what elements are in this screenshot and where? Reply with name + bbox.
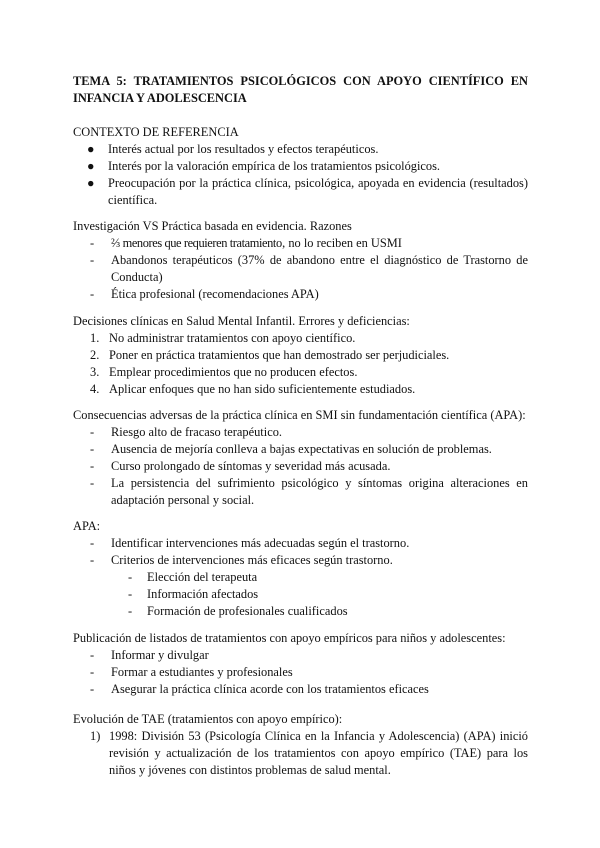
dash-marker: - <box>90 287 95 301</box>
dash-marker: - <box>90 459 95 473</box>
document-title: TEMA 5: TRATAMIENTOS PSICOLÓGICOS CON APOYO CIENTÍFICO EN INFANCIA Y ADOLESCENCIA <box>73 74 528 105</box>
dash-marker: - <box>128 570 133 584</box>
list-item <box>73 235 528 252</box>
dash-marker: - <box>90 665 95 679</box>
dash-marker: - <box>128 604 133 618</box>
dash-marker: - <box>90 536 95 550</box>
list-item <box>73 664 528 681</box>
list-item <box>73 364 528 381</box>
list-item-text-emphasis: ⅔ menores que requieren tratamient <box>111 236 276 250</box>
section-investigacion <box>73 218 528 303</box>
bullet-list <box>73 141 528 209</box>
list-item <box>73 728 528 779</box>
sub-list-item <box>73 603 528 620</box>
list-item-text: Aplicar enfoques que no han sido suficientemente estudiados. <box>109 382 416 396</box>
sub-list-item <box>73 569 528 586</box>
list-item-text: Asegurar la práctica clínica acorde con los tratamientos eficaces <box>111 682 429 696</box>
list-item-text: Ética profesional (recomendaciones APA) <box>111 287 319 301</box>
dash-marker: - <box>90 553 95 567</box>
dash-list <box>73 424 528 509</box>
dash-list <box>73 535 528 569</box>
section-heading: Evolución de TAE (tratamientos con apoyo empírico): <box>73 712 343 726</box>
dash-marker: - <box>90 442 95 456</box>
section-heading: Decisiones clínicas en Salud Mental Infantil. Errores y deficiencias: <box>73 314 410 328</box>
list-item-text: o, no lo reciben en USMI <box>275 236 402 250</box>
list-item-text: Interés actual por los resultados y efectos terapéuticos. <box>108 142 379 156</box>
list-item-text: Preocupación por la práctica clínica, psicológica, apoyada en evidencia (resultados) científica. <box>108 176 528 207</box>
list-item-text: Información afectados <box>147 587 259 601</box>
number-marker: 1) <box>90 729 101 743</box>
list-item-text: Interés por la valoración empírica de los tratamientos psicológicos. <box>108 159 441 173</box>
list-item-text: Formar a estudiantes y profesionales <box>111 665 293 679</box>
section-publicacion <box>73 630 528 698</box>
list-item <box>73 424 528 441</box>
section-apa <box>73 518 528 620</box>
section-heading: Investigación VS Práctica basada en evidencia. Razones <box>73 219 352 233</box>
list-item-text: Criterios de intervenciones más eficaces según trastorno. <box>111 553 393 567</box>
list-item-text: Abandonos terapéuticos (37% de abandono entre el diagnóstico de Trastorno de Conducta) <box>111 253 528 284</box>
list-item <box>73 381 528 398</box>
list-item <box>73 175 528 209</box>
number-marker: 3. <box>90 365 100 379</box>
list-item-text: Poner en práctica tratamientos que han demostrado ser perjudiciales. <box>109 348 450 362</box>
dash-marker: - <box>128 587 133 601</box>
list-item-text: Riesgo alto de fracaso terapéutico. <box>111 425 282 439</box>
list-item-text: Ausencia de mejoría conlleva a bajas expectativas en solución de problemas. <box>111 442 492 456</box>
list-item <box>73 141 528 158</box>
sub-list <box>73 569 528 620</box>
section-heading: CONTEXTO DE REFERENCIA <box>73 125 239 139</box>
section-heading: Publicación de listados de tratamientos con apoyo empíricos para niños y adolescentes: <box>73 631 506 645</box>
dash-list <box>73 235 528 303</box>
dash-marker: - <box>90 648 95 662</box>
dash-marker: - <box>90 253 95 267</box>
list-item-text: Curso prolongado de síntomas y severidad más acusada. <box>111 459 391 473</box>
section-consecuencias <box>73 407 528 509</box>
section-evolucion <box>73 711 528 779</box>
list-item <box>73 286 528 303</box>
section-decisiones <box>73 313 528 398</box>
bullet-marker: ● <box>87 142 95 156</box>
dash-marker: - <box>90 425 95 439</box>
number-marker: 4. <box>90 382 100 396</box>
list-item-text: No administrar tratamientos con apoyo científico. <box>109 331 356 345</box>
sub-list-item <box>73 586 528 603</box>
list-item-text: Elección del terapeuta <box>147 570 258 584</box>
list-item <box>73 441 528 458</box>
section-heading: APA: <box>73 519 101 533</box>
list-item-text: Identificar intervenciones más adecuadas según el trastorno. <box>111 536 410 550</box>
list-item <box>73 330 528 347</box>
dash-marker: - <box>90 476 95 490</box>
list-item <box>73 347 528 364</box>
dash-marker: - <box>90 682 95 696</box>
number-marker: 1. <box>90 331 100 345</box>
list-item <box>73 475 528 509</box>
bullet-marker: ● <box>87 176 95 190</box>
numbered-list <box>73 728 528 779</box>
list-item-text: 1998: División 53 (Psicología Clínica en la Infancia y Adolescencia) (APA) inició revisión y actualización de los tratamientos con apoyo empírico (TAE) para los niños y jóvenes con distintos problemas de salud mental. <box>109 729 528 777</box>
list-item <box>73 552 528 569</box>
numbered-list <box>73 330 528 398</box>
list-item <box>73 252 528 286</box>
list-item-text: Formación de profesionales cualificados <box>147 604 348 618</box>
list-item <box>73 458 528 475</box>
list-item <box>73 158 528 175</box>
dash-list <box>73 647 528 698</box>
list-item <box>73 535 528 552</box>
list-item <box>73 681 528 698</box>
list-item <box>73 647 528 664</box>
number-marker: 2. <box>90 348 100 362</box>
bullet-marker: ● <box>87 159 95 173</box>
list-item-text: Emplear procedimientos que no producen efectos. <box>109 365 358 379</box>
section-heading: Consecuencias adversas de la práctica clínica en SMI sin fundamentación científica (APA): <box>73 408 526 422</box>
dash-marker: - <box>90 236 95 250</box>
section-contexto <box>73 124 528 209</box>
list-item-text: La persistencia del sufrimiento psicológico y síntomas origina alteraciones en adaptación personal y social. <box>111 476 528 507</box>
list-item-text: Informar y divulgar <box>111 648 209 662</box>
